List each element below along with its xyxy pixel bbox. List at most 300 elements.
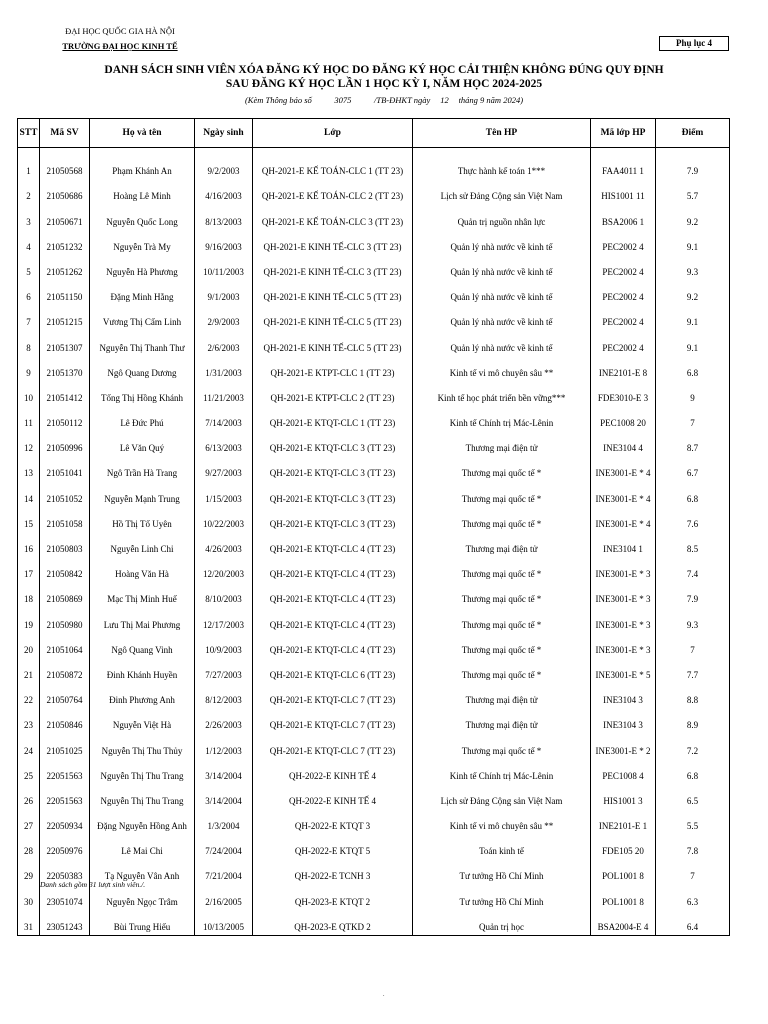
cell-student-id: 22050934 [40,809,90,834]
cell-course-name: Quản trị học [413,910,591,936]
cell-birth-date: 10/22/2003 [195,507,253,532]
table-row [18,658,730,683]
cell-stt: 12 [18,431,40,456]
cell-class: QH-2021-E KINH TẾ-CLC 3 (TT 23) [253,230,413,255]
cell-full-name: Nguyễn Thị Thu Trang [90,784,195,809]
cell-course-class-code: PEC1008 4 [591,759,656,784]
cell-course-name: Thương mại quốc tế * [413,582,591,607]
cell-course-name: Thương mại điện tử [413,683,591,708]
page-mark: . [383,992,385,998]
cell-full-name: Nguyễn Thị Thanh Thư [90,330,195,355]
cell-score: 6.8 [656,759,730,784]
cell-full-name: Đinh Phương Anh [90,683,195,708]
cell-score: 6.8 [656,481,730,506]
cell-score: 7.4 [656,557,730,582]
cell-birth-date: 1/12/2003 [195,733,253,758]
cell-score: 8.5 [656,532,730,557]
cell-student-id: 22050976 [40,834,90,859]
cell-class: QH-2021-E KTQT-CLC 3 (TT 23) [253,456,413,481]
cell-student-id: 22051563 [40,759,90,784]
header-class: Lớp [253,119,413,148]
cell-full-name: Nguyễn Quốc Long [90,204,195,229]
cell-stt: 27 [18,809,40,834]
cell-student-id: 21050980 [40,607,90,632]
cell-course-class-code: INE3001-E * 3 [591,633,656,658]
cell-class: QH-2021-E KTQT-CLC 3 (TT 23) [253,481,413,506]
cell-score: 5.5 [656,809,730,834]
header-score: Điểm [656,119,730,148]
cell-course-name: Thương mại quốc tế * [413,557,591,582]
cell-student-id: 23051074 [40,884,90,909]
cell-stt: 8 [18,330,40,355]
reference-day: 12 [440,95,449,105]
cell-course-name: Quản lý nhà nước về kinh tế [413,255,591,280]
cell-course-class-code: INE2101-E 8 [591,356,656,381]
cell-class: QH-2022-E KINH TẾ 4 [253,759,413,784]
cell-class: QH-2021-E KTQT-CLC 4 (TT 23) [253,557,413,582]
cell-birth-date: 7/24/2004 [195,834,253,859]
cell-course-class-code: PEC1008 20 [591,406,656,431]
cell-student-id: 21051232 [40,230,90,255]
table-row [18,683,730,708]
cell-class: QH-2021-E KẾ TOÁN-CLC 3 (TT 23) [253,204,413,229]
cell-stt: 24 [18,733,40,758]
cell-student-id: 21050996 [40,431,90,456]
cell-full-name: Ngô Quang Dương [90,356,195,381]
cell-course-class-code: FDE105 20 [591,834,656,859]
cell-birth-date: 2/9/2003 [195,305,253,330]
cell-class: QH-2021-E KTQT-CLC 7 (TT 23) [253,683,413,708]
cell-full-name: Hoàng Lê Minh [90,179,195,204]
reference-number: 3075 [334,95,352,105]
cell-student-id: 21050671 [40,204,90,229]
cell-stt: 23 [18,708,40,733]
table-row [18,431,730,456]
cell-class: QH-2021-E KẾ TOÁN-CLC 2 (TT 23) [253,179,413,204]
table-row [18,255,730,280]
cell-birth-date: 3/14/2004 [195,759,253,784]
cell-score: 9.3 [656,255,730,280]
cell-stt: 17 [18,557,40,582]
cell-student-id: 21051262 [40,255,90,280]
cell-course-name: Kinh tế vi mô chuyên sâu ** [413,809,591,834]
cell-full-name: Tống Thị Hồng Khánh [90,381,195,406]
cell-score: 9.1 [656,305,730,330]
cell-score: 7.9 [656,154,730,179]
cell-course-name: Thương mại quốc tế * [413,633,591,658]
cell-full-name: Lê Văn Quý [90,431,195,456]
cell-class: QH-2021-E KINH TẾ-CLC 3 (TT 23) [253,255,413,280]
cell-class: QH-2021-E KTQT-CLC 4 (TT 23) [253,532,413,557]
table-row [18,356,730,381]
cell-score: 9.1 [656,230,730,255]
cell-class: QH-2021-E KTPT-CLC 2 (TT 23) [253,381,413,406]
cell-student-id: 21051370 [40,356,90,381]
cell-class: QH-2021-E KẾ TOÁN-CLC 1 (TT 23) [253,154,413,179]
cell-birth-date: 7/21/2004 [195,859,253,884]
cell-course-class-code: INE3104 1 [591,532,656,557]
cell-full-name: Hồ Thị Tố Uyên [90,507,195,532]
cell-course-name: Thương mại quốc tế * [413,733,591,758]
cell-class: QH-2022-E KTQT 3 [253,809,413,834]
table-row [18,809,730,834]
cell-stt: 31 [18,910,40,936]
cell-student-id: 22050383 [40,859,90,884]
cell-stt: 20 [18,633,40,658]
cell-birth-date: 8/10/2003 [195,582,253,607]
cell-class: QH-2023-E KTQT 2 [253,884,413,909]
header-student-id: Mã SV [40,119,90,148]
cell-stt: 22 [18,683,40,708]
cell-score: 7 [656,406,730,431]
cell-student-id: 21051058 [40,507,90,532]
cell-birth-date: 6/13/2003 [195,431,253,456]
school-name: TRƯỜNG ĐẠI HỌC KINH TẾ [62,41,178,51]
cell-score: 8.8 [656,683,730,708]
cell-student-id: 21050846 [40,708,90,733]
cell-score: 6.5 [656,784,730,809]
cell-score: 6.8 [656,356,730,381]
cell-course-name: Kinh tế học phát triển bền vững*** [413,381,591,406]
cell-birth-date: 3/14/2004 [195,784,253,809]
cell-course-class-code: INE3001-E * 2 [591,733,656,758]
cell-birth-date: 7/14/2003 [195,406,253,431]
title-line-1: DANH SÁCH SINH VIÊN XÓA ĐĂNG KÝ HỌC DO ĐĂNG KÝ HỌC CẢI THIỆN KHÔNG ĐÚNG QUY ĐỊNH [104,64,664,76]
cell-full-name: Nguyễn Việt Hà [90,708,195,733]
table-row [18,456,730,481]
table-row [18,784,730,809]
cell-score: 9 [656,381,730,406]
table-row [18,305,730,330]
table-row [18,406,730,431]
cell-course-class-code: BSA2004-E 4 [591,910,656,936]
table-row [18,633,730,658]
cell-full-name: Nguyễn Ngọc Trâm [90,884,195,909]
cell-class: QH-2021-E KTQT-CLC 3 (TT 23) [253,507,413,532]
reference-prefix: (Kèm Thông báo số [244,95,312,105]
cell-course-name: Thực hành kế toán 1*** [413,154,591,179]
cell-birth-date: 11/21/2003 [195,381,253,406]
cell-course-class-code: INE3104 4 [591,431,656,456]
cell-score: 6.7 [656,456,730,481]
header-full-name: Họ và tên [90,119,195,148]
cell-course-class-code: INE3001-E * 3 [591,557,656,582]
table-row [18,532,730,557]
cell-birth-date: 10/11/2003 [195,255,253,280]
cell-student-id: 22051563 [40,784,90,809]
cell-stt: 25 [18,759,40,784]
cell-student-id: 21050112 [40,406,90,431]
cell-course-name: Thương mại quốc tế * [413,507,591,532]
cell-score: 5.7 [656,179,730,204]
cell-class: QH-2021-E KTQT-CLC 7 (TT 23) [253,733,413,758]
cell-score: 7.9 [656,582,730,607]
cell-stt: 6 [18,280,40,305]
cell-course-name: Kinh tế vi mô chuyên sâu ** [413,356,591,381]
table-row [18,330,730,355]
cell-full-name: Vương Thị Cẩm Linh [90,305,195,330]
cell-class: QH-2022-E TCNH 3 [253,859,413,884]
cell-course-class-code: POL1001 8 [591,859,656,884]
title-line-2: SAU ĐĂNG KÝ HỌC LẦN 1 HỌC KỲ I, NĂM HỌC 2024-2025 [225,78,543,90]
cell-full-name: Nguyễn Trà My [90,230,195,255]
cell-stt: 7 [18,305,40,330]
cell-course-name: Lịch sử Đảng Cộng sản Việt Nam [413,784,591,809]
cell-full-name: Lê Đức Phú [90,406,195,431]
cell-class: QH-2021-E KTPT-CLC 1 (TT 23) [253,356,413,381]
cell-birth-date: 9/16/2003 [195,230,253,255]
cell-class: QH-2021-E KINH TẾ-CLC 5 (TT 23) [253,330,413,355]
cell-score: 8.9 [656,708,730,733]
cell-full-name: Đặng Minh Hằng [90,280,195,305]
footnote: Danh sách gồm 31 lượt sinh viên./. [40,880,146,889]
cell-stt: 4 [18,230,40,255]
cell-course-class-code: PEC2002 4 [591,305,656,330]
cell-stt: 10 [18,381,40,406]
cell-course-name: Quản lý nhà nước về kinh tế [413,230,591,255]
cell-course-name: Quản trị nguồn nhân lực [413,204,591,229]
cell-student-id: 23051243 [40,910,90,936]
table-row [18,381,730,406]
cell-course-class-code: PEC2002 4 [591,255,656,280]
table-row [18,910,730,936]
table-row [18,607,730,632]
cell-stt: 11 [18,406,40,431]
cell-course-name: Tư tưởng Hồ Chí Minh [413,884,591,909]
cell-student-id: 21050686 [40,179,90,204]
table-header-row [18,119,730,148]
cell-student-id: 21051064 [40,633,90,658]
cell-course-name: Kinh tế Chính trị Mác-Lênin [413,759,591,784]
cell-birth-date: 1/31/2003 [195,356,253,381]
cell-birth-date: 8/12/2003 [195,683,253,708]
cell-student-id: 21051412 [40,381,90,406]
cell-full-name: Ngô Trần Hà Trang [90,456,195,481]
cell-class: QH-2021-E KINH TẾ-CLC 5 (TT 23) [253,280,413,305]
cell-class: QH-2021-E KINH TẾ-CLC 5 (TT 23) [253,305,413,330]
cell-full-name: Mạc Thị Minh Huế [90,582,195,607]
cell-student-id: 21050842 [40,557,90,582]
cell-birth-date: 2/16/2005 [195,884,253,909]
cell-student-id: 21050568 [40,154,90,179]
cell-full-name: Nguyễn Linh Chi [90,532,195,557]
cell-course-class-code: INE3001-E * 3 [591,607,656,632]
university-name: ĐẠI HỌC QUỐC GIA HÀ NỘI [65,26,175,36]
cell-stt: 9 [18,356,40,381]
document-title [0,63,768,91]
cell-course-class-code: PEC2002 4 [591,230,656,255]
cell-birth-date: 2/6/2003 [195,330,253,355]
cell-birth-date: 1/3/2004 [195,809,253,834]
table-row [18,834,730,859]
cell-course-class-code: PEC2002 4 [591,330,656,355]
header-birth-date: Ngày sinh [195,119,253,148]
cell-score: 7.2 [656,733,730,758]
cell-class: QH-2021-E KTQT-CLC 3 (TT 23) [253,431,413,456]
cell-stt: 15 [18,507,40,532]
cell-full-name: Hoàng Văn Hà [90,557,195,582]
cell-birth-date: 9/2/2003 [195,154,253,179]
cell-stt: 16 [18,532,40,557]
cell-full-name: Lưu Thị Mai Phương [90,607,195,632]
cell-class: QH-2022-E KINH TẾ 4 [253,784,413,809]
cell-birth-date: 12/17/2003 [195,607,253,632]
cell-score: 7.6 [656,507,730,532]
table-body [18,148,730,936]
cell-course-name: Thương mại quốc tế * [413,607,591,632]
table-row [18,481,730,506]
cell-stt: 3 [18,204,40,229]
cell-course-name: Thương mại điện tử [413,708,591,733]
cell-stt: 14 [18,481,40,506]
cell-course-name: Kinh tế Chính trị Mác-Lênin [413,406,591,431]
cell-full-name: Tạ Nguyễn Vân Anh [90,859,195,884]
cell-course-class-code: INE3001-E * 3 [591,582,656,607]
cell-score: 9.1 [656,330,730,355]
cell-score: 6.3 [656,884,730,909]
cell-birth-date: 7/27/2003 [195,658,253,683]
cell-birth-date: 1/15/2003 [195,481,253,506]
cell-course-name: Tư tưởng Hồ Chí Minh [413,859,591,884]
table-row [18,733,730,758]
header-course-class-code: Mã lớp HP [591,119,656,148]
cell-course-name: Thương mại quốc tế * [413,456,591,481]
cell-score: 9.2 [656,204,730,229]
cell-full-name: Nguyễn Thị Thu Thủy [90,733,195,758]
header-stt: STT [18,119,40,148]
table-row [18,179,730,204]
table-row [18,507,730,532]
cell-score: 7 [656,859,730,884]
cell-course-class-code: INE2101-E 1 [591,809,656,834]
cell-birth-date: 12/20/2003 [195,557,253,582]
cell-class: QH-2021-E KTQT-CLC 1 (TT 23) [253,406,413,431]
reference-suffix: tháng 9 năm 2024) [458,95,524,105]
cell-stt: 5 [18,255,40,280]
cell-course-class-code: PEC2002 4 [591,280,656,305]
cell-class: QH-2021-E KTQT-CLC 4 (TT 23) [253,633,413,658]
cell-student-id: 21050803 [40,532,90,557]
cell-score: 8.7 [656,431,730,456]
cell-full-name: Nguyễn Thị Thu Trang [90,759,195,784]
cell-course-name: Thương mại điện tử [413,532,591,557]
cell-student-id: 21051150 [40,280,90,305]
cell-course-class-code: INE3001-E * 4 [591,507,656,532]
cell-full-name: Bùi Trung Hiếu [90,910,195,936]
header-course-name: Tên HP [413,119,591,148]
cell-student-id: 21051215 [40,305,90,330]
cell-class: QH-2021-E KTQT-CLC 4 (TT 23) [253,582,413,607]
cell-course-class-code: FAA4011 1 [591,154,656,179]
cell-course-class-code: INE3001-E * 4 [591,456,656,481]
cell-full-name: Nguyễn Mạnh Trung [90,481,195,506]
cell-birth-date: 2/26/2003 [195,708,253,733]
cell-student-id: 21051307 [40,330,90,355]
cell-course-name: Thương mại điện tử [413,431,591,456]
student-table [17,118,730,936]
cell-course-class-code: INE3104 3 [591,708,656,733]
cell-stt: 28 [18,834,40,859]
cell-birth-date: 9/1/2003 [195,280,253,305]
cell-birth-date: 4/26/2003 [195,532,253,557]
reference-mid: /TB-ĐHKT ngày [374,95,431,105]
cell-course-class-code: INE3001-E * 4 [591,481,656,506]
table-row [18,582,730,607]
cell-stt: 2 [18,179,40,204]
table-row [18,557,730,582]
cell-score: 9.2 [656,280,730,305]
table-row [18,204,730,229]
cell-stt: 13 [18,456,40,481]
cell-student-id: 21051052 [40,481,90,506]
cell-full-name: Lê Mai Chi [90,834,195,859]
table-row [18,759,730,784]
issuing-organization [60,24,180,54]
cell-stt: 1 [18,154,40,179]
cell-student-id: 21050869 [40,582,90,607]
cell-course-class-code: FDE3010-E 3 [591,381,656,406]
cell-stt: 19 [18,607,40,632]
cell-birth-date: 4/16/2003 [195,179,253,204]
cell-student-id: 21051025 [40,733,90,758]
cell-student-id: 21051041 [40,456,90,481]
cell-course-class-code: POL1001 8 [591,884,656,909]
cell-class: QH-2023-E QTKD 2 [253,910,413,936]
cell-course-class-code: BSA2006 1 [591,204,656,229]
cell-full-name: Ngô Quang Vinh [90,633,195,658]
cell-full-name: Đinh Khánh Huyền [90,658,195,683]
table-row [18,154,730,179]
cell-course-name: Quản lý nhà nước về kinh tế [413,280,591,305]
cell-course-class-code: HIS1001 11 [591,179,656,204]
cell-course-name: Lịch sử Đảng Cộng sản Việt Nam [413,179,591,204]
cell-course-name: Thương mại quốc tế * [413,481,591,506]
cell-stt: 26 [18,784,40,809]
cell-student-id: 21050764 [40,683,90,708]
cell-birth-date: 10/13/2005 [195,910,253,936]
table-row [18,708,730,733]
cell-class: QH-2022-E KTQT 5 [253,834,413,859]
cell-birth-date: 8/13/2003 [195,204,253,229]
cell-course-class-code: INE3104 3 [591,683,656,708]
cell-class: QH-2021-E KTQT-CLC 7 (TT 23) [253,708,413,733]
cell-score: 6.4 [656,910,730,936]
appendix-label: Phụ lục 4 [659,36,729,51]
cell-course-name: Quản lý nhà nước về kinh tế [413,330,591,355]
cell-course-class-code: HIS1001 3 [591,784,656,809]
cell-course-name: Toán kinh tế [413,834,591,859]
cell-class: QH-2021-E KTQT-CLC 4 (TT 23) [253,607,413,632]
cell-course-name: Thương mại quốc tế * [413,658,591,683]
cell-full-name: Phạm Khánh An [90,154,195,179]
cell-course-name: Quản lý nhà nước về kinh tế [413,305,591,330]
cell-course-class-code: INE3001-E * 5 [591,658,656,683]
cell-stt: 30 [18,884,40,909]
cell-stt: 18 [18,582,40,607]
cell-birth-date: 9/27/2003 [195,456,253,481]
table-row [18,280,730,305]
cell-class: QH-2021-E KTQT-CLC 6 (TT 23) [253,658,413,683]
cell-full-name: Nguyễn Hà Phương [90,255,195,280]
cell-stt: 29 [18,859,40,884]
cell-birth-date: 10/9/2003 [195,633,253,658]
cell-score: 7 [656,633,730,658]
cell-score: 9.3 [656,607,730,632]
cell-stt: 21 [18,658,40,683]
cell-student-id: 21050872 [40,658,90,683]
cell-full-name: Đặng Nguyễn Hồng Anh [90,809,195,834]
reference-line [0,95,768,105]
